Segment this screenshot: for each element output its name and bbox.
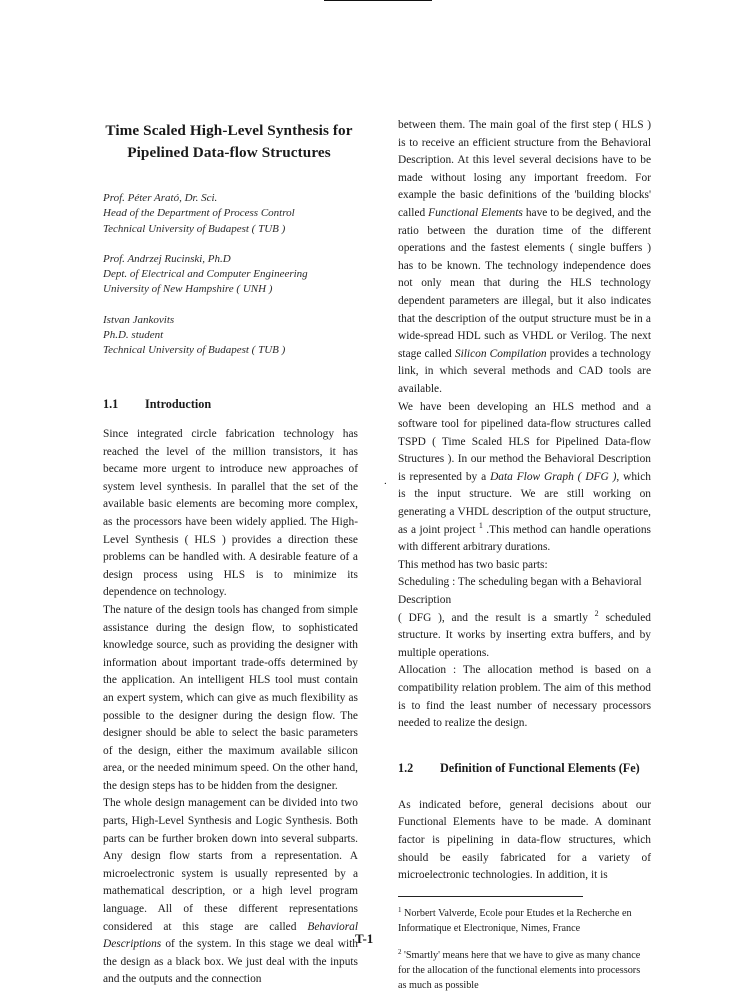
paragraph: This method has two basic parts: xyxy=(398,558,548,571)
section-number: 1.1 xyxy=(103,397,119,411)
author-role: Dept. of Electrical and Computer Engineering xyxy=(103,268,308,281)
text-run: The whole design management can be divided into two parts, High-Level Synthesis and Logic Synthesis. Both parts can be further broken down into several subparts. Any design flow starts from a representation. A microelectronic system is usually represented by a mathematical description, or a high level program language. All of these different representations considered at this stage are called xyxy=(103,797,358,933)
paragraph xyxy=(103,795,358,989)
author-role: Head of the Department of Process Control xyxy=(103,207,295,220)
footnote-ref[interactable]: 2 xyxy=(594,608,599,618)
paragraph xyxy=(398,399,651,557)
section-title: Introduction xyxy=(145,397,212,411)
footnote-mark: 1 xyxy=(398,905,402,914)
text-run: scheduled structure. It works by inserting extra buffers, and by multiple operations. xyxy=(398,611,651,659)
author-1 xyxy=(103,191,363,237)
footnote-ref[interactable]: 1 xyxy=(478,520,483,530)
paper-title xyxy=(95,120,363,163)
author-affiliation: Technical University of Budapest ( TUB ) xyxy=(103,222,286,235)
author-2 xyxy=(103,252,363,298)
paragraph: Since integrated circle fabrication technology has reached the level of the million transistors, it has became more urgent to introduce new approaches of system level synthesis. In parallel that the set of the available basic elements are becoming more complex, as the processors have been widely applied. The High-Level Synthesis ( HLS ) provides a direction these problems can be handled with. A desirable feature of a design process using HLS is to minimize its dependence on technology. xyxy=(103,428,358,599)
title-line-2: Pipelined Data-flow Structures xyxy=(127,143,331,161)
emphasis: Data Flow Graph ( DFG ) xyxy=(490,470,617,483)
text-run: of the system. In this stage we deal with the design as a black box. We just deal with the inputs and the outputs and the connection xyxy=(103,938,358,986)
left-column xyxy=(103,395,358,989)
section-heading-introduction xyxy=(103,395,358,413)
footnote-divider xyxy=(398,896,583,897)
author-affiliation: Technical University of Budapest ( TUB ) xyxy=(103,344,286,357)
paragraph: Scheduling : The scheduling began with a Behavioral Description xyxy=(398,576,642,607)
title-line-1: Time Scaled High-Level Synthesis for xyxy=(105,122,353,139)
paragraph xyxy=(398,610,651,663)
footnote-2 xyxy=(398,948,651,993)
author-name: Istvan Jankovits xyxy=(103,313,175,326)
section-number: 1.2 xyxy=(398,760,414,775)
section-heading-functional-elements xyxy=(398,759,651,777)
author-role: Ph.D. student xyxy=(103,329,164,342)
paragraph: Allocation : The allocation method is based on a compatibility relation problem. The aim of this method is to find the least number of necessary processors needed to realize the design. xyxy=(398,664,651,730)
author-list xyxy=(103,191,363,374)
emphasis: Behavioral Descriptions xyxy=(103,920,358,951)
top-edge-rule xyxy=(324,0,432,1)
paragraph xyxy=(398,117,651,399)
author-name: Prof. Péter Arató, Dr. Sci. xyxy=(103,192,218,204)
text-run: , which is the input structure. We are still working on generating a VHDL description of the output structure, as a joint project xyxy=(398,470,651,536)
text-run: between them. The main goal of the first step ( HLS ) is to receive an efficient structure from the Behavioral Description. At this level several decisions have to be made without losing any important freedom. For example the basic definitions of the 'building blocks' called xyxy=(398,119,651,219)
text-run: .This method can handle operations with different arbitrary durations. xyxy=(398,523,651,554)
page-number: T-1 xyxy=(355,931,374,946)
footnote-mark: 2 xyxy=(398,947,402,956)
text-run: ( DFG ), and the result is a smartly xyxy=(398,611,595,624)
text-run: have to be degived, and the ratio between the duration time of the different operations and the fastest elements ( single buffers ) has to be known. The technology independence does not only mean that during the HLS technology dependent parameters are illegal, but it also indicates that the description of the output structure must be in a wide-spread HDL such as VHDL or Verilog. The next stage called xyxy=(398,206,651,360)
section-title: Definition of Functional Elements (Fe) xyxy=(440,760,640,775)
paragraph: The nature of the design tools has changed from simple assistance during the design flow, to sophisticated knowledge source, such as providing the designer with information about important trade-offs determined by the application. An intelligent HLS tool must contain an expert system, which can give as much flexibility as possible to the designer during the design flow. The designer should be able to select the basic parameters of the design, either the maximum available silicon area, or the needed minimum speed. On the other hand, the design steps has to be hidden from the designer. xyxy=(103,603,358,792)
author-name: Prof. Andrzej Rucinski, Ph.D xyxy=(103,252,231,265)
emphasis: Functional Elements xyxy=(428,206,523,219)
author-affiliation: University of New Hampshire ( UNH ) xyxy=(103,283,273,296)
footnote-text: 'Smartly' means here that we have to give as many chance for the allocation of the functional elements into processors as much as possible xyxy=(398,949,641,991)
stray-mark: . xyxy=(384,475,387,487)
right-column xyxy=(398,117,651,1005)
footnote-1 xyxy=(398,906,651,936)
footnotes xyxy=(398,896,651,993)
text-run: We have been developing an HLS method and a software tool for pipelined data-flow structures called TSPD ( Time Scaled HLS for Pipelined Data-flow Structures ). In our method the Behavioral Description is represented by a xyxy=(398,400,651,483)
author-3 xyxy=(103,313,363,359)
footnote-text: Norbert Valverde, Ecole pour Etudes et la Recherche en Informatique et Electronique, Nimes, France xyxy=(398,907,632,934)
text-run: provides a technology link, in which several methods and CAD tools are available. xyxy=(398,347,651,395)
paragraph: As indicated before, general decisions about our Functional Elements have to be made. A dominant factor is pipelining in data-flow structures, which should be easily fabricated for a variety of microelectronic technologies. In addition, it is xyxy=(398,798,651,882)
emphasis: Silicon Compilation xyxy=(454,347,547,360)
